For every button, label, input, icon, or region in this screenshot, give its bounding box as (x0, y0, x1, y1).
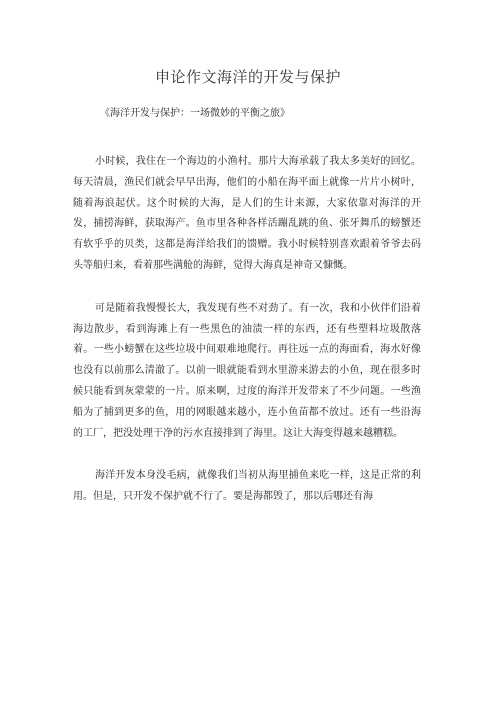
paragraph-2: 可是随着我慢慢长大，我发现有些不对劲了。有一次，我和小伙伴们沿着海边散步，看到海滩上有一些黑色的油渍一样的东西，还有些塑料垃圾散落着。一些小螃蟹在这些垃圾中间艰难地爬行。再往远一点的海面看，海水好像也没有以前那么清澈了。以前一眼就能看到水里游来游去的小鱼，现在很多时候只能看到灰蒙蒙的一片。原来啊，过度的海洋开发带来了不少问题。一些渔船为了捕到更多的鱼，用的网眼越来越小，连小鱼苗都不放过。还有一些沿海的工厂，把没处理干净的污水直接排到了海里。这让大海变得越来越糟糕。 (73, 302, 421, 439)
page-title: 申论作文海洋的开发与保护 (154, 68, 341, 86)
paragraph-3: 海洋开发本身没毛病，就像我们当初从海里捕鱼来吃一样，这是正常的利用。但是，只开发不保护就不行了。要是海都毁了，那以后哪还有海 (73, 470, 421, 503)
paragraph-1: 小时候，我住在一个海边的小渔村。那片大海承载了我太多美好的回忆。每天清晨，渔民们就会早早出海，他们的小船在海平面上就像一片片小树叶，随着海浪起伏。这个时候的大海，是人们的生计来源，大家依靠对海洋的开发，捕捞海鲜，获取海产。鱼市里各种各样活蹦乱跳的鱼、张牙舞爪的螃蟹还有软乎乎的贝类，这都是海洋给我们的馈赠。我小时候特别喜欢跟着爷爷去码头等船归来，看着那些满舱的海鲜，觉得大海真是神奇又慷慨。 (73, 156, 421, 271)
page-subtitle: 《海洋开发与保护：一场微妙的平衡之旅》 (100, 108, 290, 119)
document-body (73, 152, 421, 530)
